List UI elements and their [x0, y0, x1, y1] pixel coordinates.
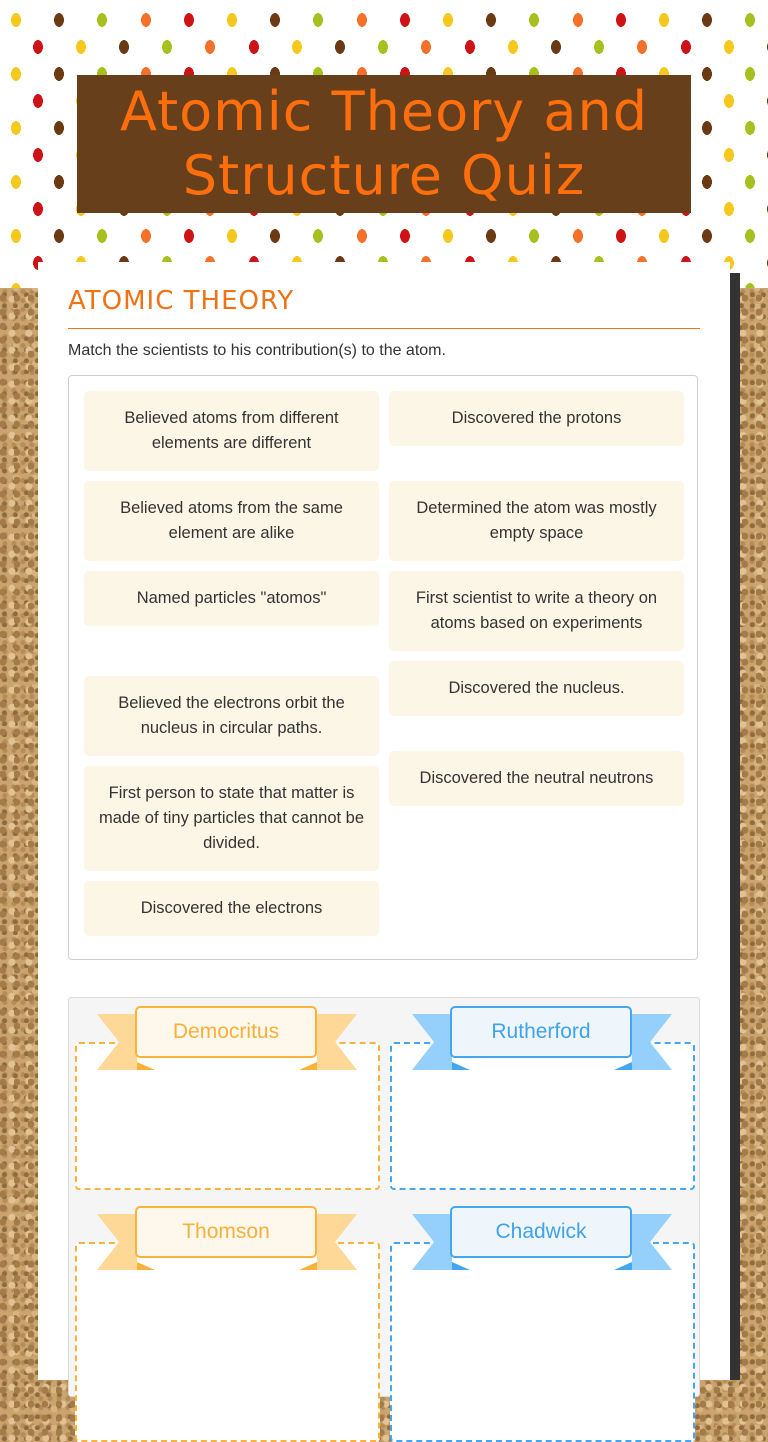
title-banner: [77, 75, 691, 213]
page-title: Atomic Theory and Structure Quiz: [119, 80, 649, 207]
draggable-item[interactable]: First scientist to write a theory on atoms based on experiments: [389, 571, 684, 651]
draggable-item[interactable]: Named particles "atomos": [84, 571, 379, 626]
instructions: Match the scientists to his contribution(s) to the atom.: [68, 342, 446, 359]
section-title: ATOMIC THEORY: [68, 286, 295, 316]
draggable-item[interactable]: Discovered the neutral neutrons: [389, 751, 684, 806]
draggable-item[interactable]: Discovered the protons: [389, 391, 684, 446]
section-divider: [68, 328, 700, 329]
category-drop-area: [68, 997, 700, 1397]
drop-zone[interactable]: [75, 1242, 380, 1442]
draggable-item[interactable]: Believed the electrons orbit the nucleus in circular paths.: [84, 676, 379, 756]
card-shadow-bar: [730, 273, 740, 1380]
category-label: Democritus: [135, 1006, 317, 1058]
draggable-item[interactable]: Determined the atom was mostly empty space: [389, 481, 684, 561]
category-label: Chadwick: [450, 1206, 632, 1258]
draggable-item[interactable]: First person to state that matter is made of tiny particles that cannot be divided.: [84, 766, 379, 871]
items-column-left: [84, 391, 379, 946]
draggable-item[interactable]: Discovered the nucleus.: [389, 661, 684, 716]
category-label: Rutherford: [450, 1006, 632, 1058]
category-label: Thomson: [135, 1206, 317, 1258]
items-column-right: [389, 391, 684, 816]
worksheet-card: [38, 262, 730, 1380]
drop-zone[interactable]: [390, 1242, 695, 1442]
draggable-item[interactable]: Believed atoms from different elements are different: [84, 391, 379, 471]
draggable-item[interactable]: Discovered the electrons: [84, 881, 379, 936]
draggable-items-pool: [68, 375, 698, 960]
draggable-item[interactable]: Believed atoms from the same element are alike: [84, 481, 379, 561]
